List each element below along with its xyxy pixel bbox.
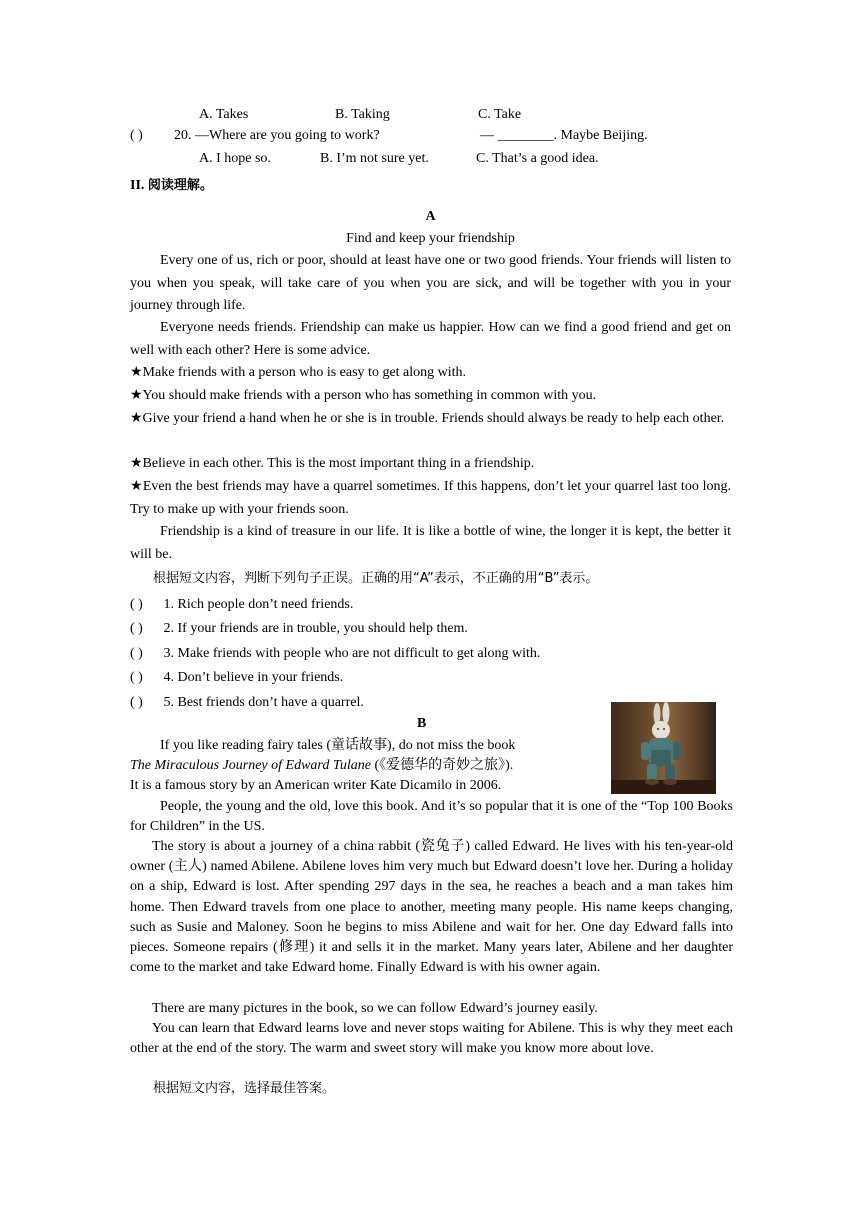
passage-a-tip-2: ★You should make friends with a person who has something in common with you. <box>130 388 597 403</box>
q20-response: — ________. Maybe Beijing. <box>480 128 648 143</box>
passage-a-tip-4: ★Believe in each other. This is the most important thing in a friendship. <box>130 456 535 471</box>
passage-b-intro-line-2 <box>130 757 513 775</box>
question-3-paren: ( ) <box>130 646 143 661</box>
q20-option-a: A. I hope so. <box>199 151 271 166</box>
section-number: II. <box>130 178 145 193</box>
question-4 <box>130 669 343 687</box>
question-5-text: 5. Best friends don’t have a quarrel. <box>163 695 364 710</box>
passage-b-paragraph-3: The story is about a journey of a china rabbit (瓷兔子) called Edward. He lives with his ten-year-old owner (主人) named Abilene. Abilene loves him very much but Edward doesn’t love her. During a holiday on a ship, Edward is lost. After spending 297 days in the sea, he reaches a beach and a man takes him home. Then Edward travels from one place to another, meeting many people. His name keeps changing, such as Susie and Maloney. Soon he begins to miss Abilene and wait for her. One day Edward falls into pieces. Someone repairs (修理) it and sells it in the market. Many years later, Abilene and her daughter come to the market and take Edward home. Finally Edward is with his owner again. <box>130 839 733 976</box>
rabbit-photo <box>611 702 716 794</box>
question-4-text: 4. Don’t believe in your friends. <box>163 670 344 685</box>
passage-a-paragraph-3: Friendship is a kind of treasure in our life. It is like a bottle of wine, the longer it is kept, the better it will be. <box>130 524 731 562</box>
question-5-paren: ( ) <box>130 695 143 710</box>
book-title: The Miraculous Journey of Edward Tulane <box>130 758 371 773</box>
question-1-paren: ( ) <box>130 597 143 612</box>
question-5 <box>130 694 364 712</box>
question-2-paren: ( ) <box>130 621 143 636</box>
passage-a-tip-3: ★Give your friend a hand when he or she is in trouble. Friends should always be ready to help each other. <box>130 411 725 426</box>
question-2 <box>130 620 468 638</box>
question-1-text: 1. Rich people don’t need friends. <box>163 597 354 612</box>
passage-a-instruction: 根据短文内容，判断下列句子正误。正确的用“A”表示，不正确的用“B”表示。 <box>153 571 599 586</box>
passage-a-tip-5: ★Even the best friends may have a quarrel sometimes. If this happens, don’t let your quarrel last too long. Try to make up with your friends soon. <box>130 479 731 517</box>
section-heading <box>130 177 213 195</box>
q19-option-c: C. Take <box>478 107 522 122</box>
book-title-cn: (《爱德华的奇妙之旅》). <box>370 758 514 773</box>
passage-b-paragraph-4: There are many pictures in the book, so we can follow Edward’s journey easily. <box>152 1001 598 1016</box>
passage-a-tip-1: ★Make friends with a person who is easy to get along with. <box>130 365 467 380</box>
q19-option-b: B. Taking <box>335 107 390 122</box>
passage-b-intro-line-1: If you like reading fairy tales (童话故事), do not miss the book <box>160 738 516 753</box>
passage-b-intro-line-3: It is a famous story by an American writer Kate Dicamilo in 2006. <box>130 778 502 793</box>
question-2-text: 2. If your friends are in trouble, you should help them. <box>163 621 468 636</box>
passage-a-paragraph-2: Everyone needs friends. Friendship can make us happier. How can we find a good friend and get on well with each other? Here is some advice. <box>130 320 731 358</box>
passage-b-instruction: 根据短文内容，选择最佳答案。 <box>153 1081 336 1096</box>
q20-paren: ( ) <box>130 128 143 143</box>
question-3 <box>130 645 540 663</box>
question-3-text: 3. Make friends with people who are not difficult to get along with. <box>163 646 541 661</box>
passage-a-title: Find and keep your friendship <box>346 231 515 246</box>
q20-option-b: B. I’m not sure yet. <box>320 151 429 166</box>
section-title: 阅读理解。 <box>147 178 213 193</box>
passage-a-paragraph-1: Every one of us, rich or poor, should at least have one or two good friends. Your friends will listen to you when you speak, will take care of you when you are sick, and will be together with you in your journey through life. <box>130 253 731 313</box>
q20-option-c: C. That’s a good idea. <box>476 151 599 166</box>
q19-option-a: A. Takes <box>199 107 249 122</box>
passage-b-letter: B <box>417 716 427 731</box>
passage-a-letter: A <box>425 209 436 224</box>
question-1 <box>130 596 353 614</box>
passage-b-paragraph-5: You can learn that Edward learns love and never stops waiting for Abilene. This is why they meet each other at the end of the story. The warm and sweet story will make you know more about love. <box>130 1021 733 1057</box>
question-4-paren: ( ) <box>130 670 143 685</box>
rabbit-illustration <box>611 702 716 794</box>
passage-b-paragraph-2: People, the young and the old, love this book. And it’s so popular that it is one of the “Top 100 Books for Children” in the US. <box>130 799 733 835</box>
q20-stem: 20. —Where are you going to work? <box>174 128 380 143</box>
